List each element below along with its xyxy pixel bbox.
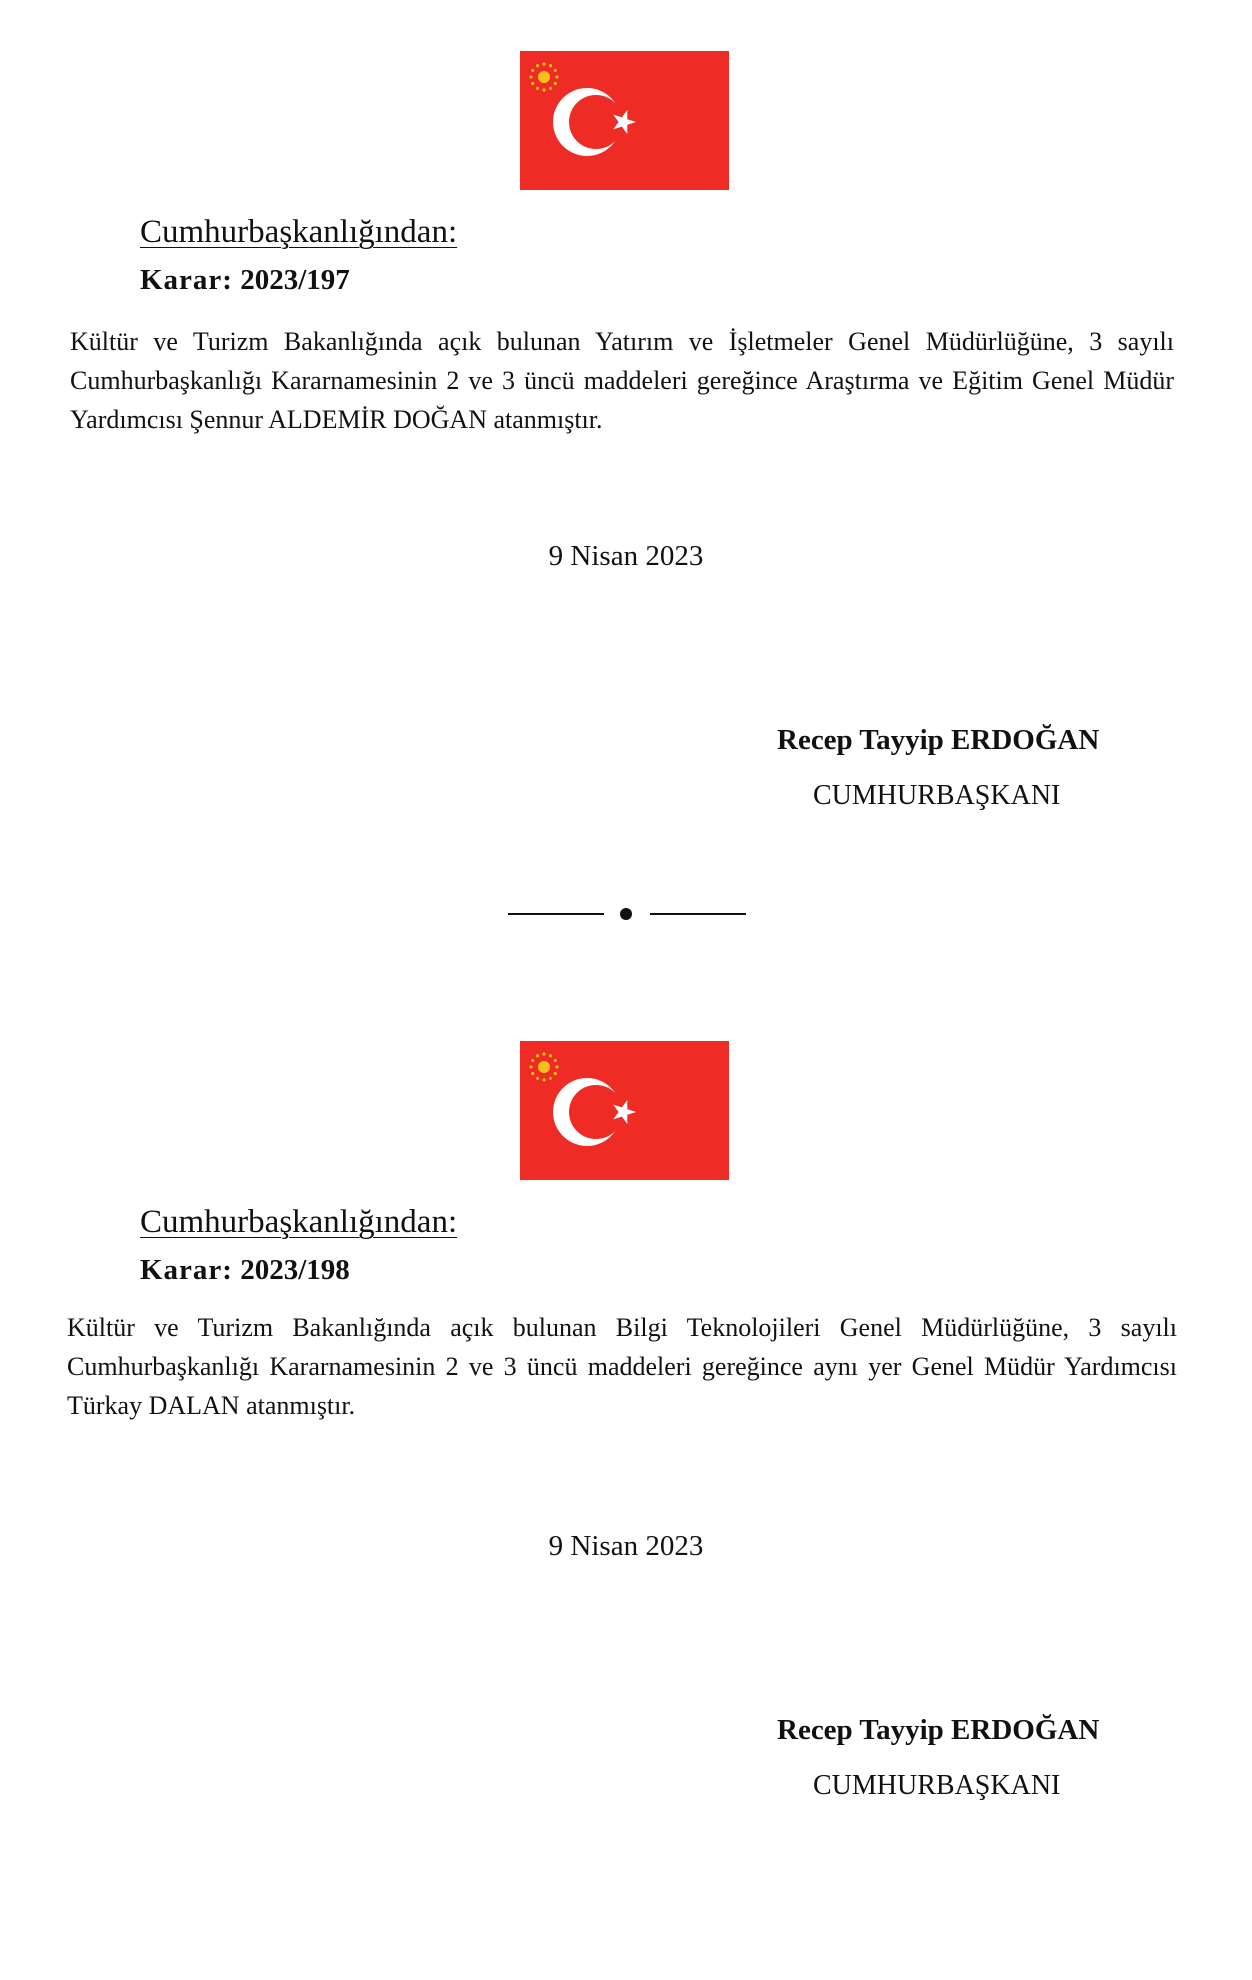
decision-number <box>140 1254 350 1287</box>
separator-dot <box>620 908 632 920</box>
signer-name: Recep Tayyip ERDOĞAN <box>777 1714 1100 1746</box>
signer-name: Recep Tayyip ERDOĞAN <box>777 724 1100 756</box>
decree-body: Kültür ve Turizm Bakanlığında açık bulunan Bilgi Teknolojileri Genel Müdürlüğüne, 3 sayılı Cumhurbaşkanlığı Kararnamesinin 2 ve 3 üncü maddeleri gereğince aynı yer Genel Müdür Yardımcısı Türkay DALAN atanmıştır. <box>67 1313 1177 1420</box>
signer-title: CUMHURBAŞKANI <box>813 780 1061 811</box>
decision-label: Karar: <box>140 264 233 296</box>
issuer-heading: Cumhurbaşkanlığından: <box>140 214 458 250</box>
decision-number-value: 2023/197 <box>240 264 350 296</box>
separator-line-right <box>650 913 746 915</box>
signer-title: CUMHURBAŞKANI <box>813 1770 1061 1801</box>
issuer-heading: Cumhurbaşkanlığından: <box>140 1204 458 1240</box>
decree-date: 9 Nisan 2023 <box>548 540 704 572</box>
turkish-flag-icon <box>520 51 729 190</box>
separator-line-left <box>508 913 604 915</box>
turkish-flag-icon <box>520 1041 729 1180</box>
decree-2023-198 <box>0 990 1252 1980</box>
decision-label: Karar: <box>140 1254 233 1286</box>
decision-number <box>140 264 350 297</box>
bullet-separator <box>508 902 746 922</box>
decision-number-value: 2023/198 <box>240 1254 350 1286</box>
decree-body: Kültür ve Turizm Bakanlığında açık bulunan Yatırım ve İşletmeler Genel Müdürlüğüne, 3 sayılı Cumhurbaşkanlığı Kararnamesinin 2 ve 3 üncü maddeleri gereğince Araştırma ve Eğitim Genel Müdür Yardımcısı Şennur ALDEMİR DOĞAN atanmıştır. <box>70 327 1174 434</box>
decree-date: 9 Nisan 2023 <box>548 1530 704 1562</box>
